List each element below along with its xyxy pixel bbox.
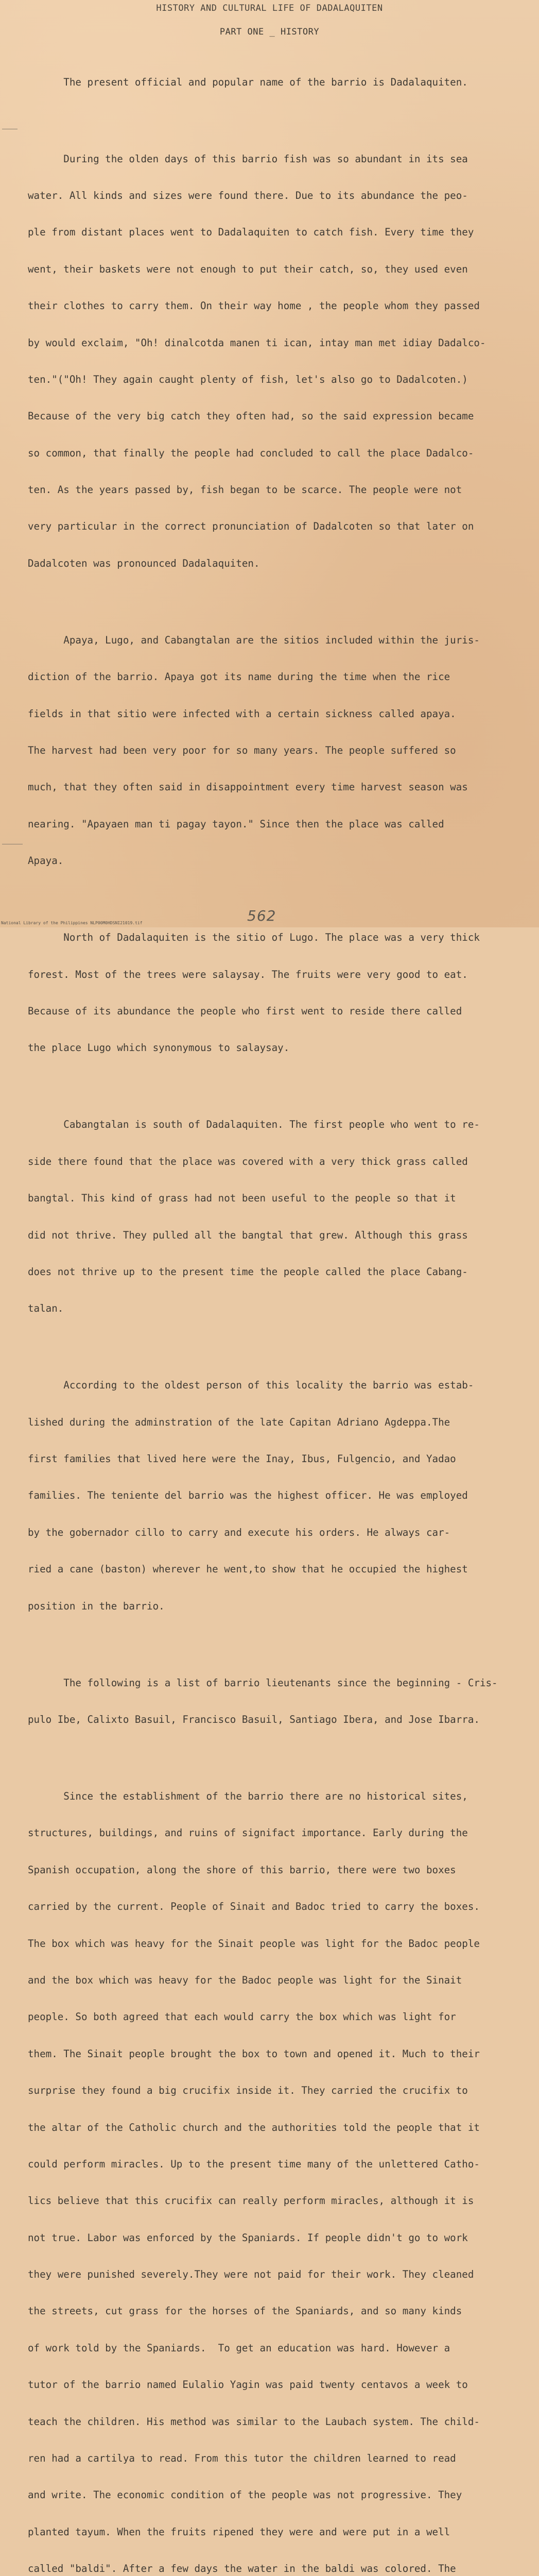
page-number: 562 bbox=[247, 907, 276, 924]
text-line: talan. bbox=[28, 1302, 64, 1315]
text-line: could perform miracles. Up to the present time many of the unlettered Catho- bbox=[28, 2158, 480, 2170]
document-body bbox=[28, 52, 512, 2576]
text-line: diction of the barrio. Apaya got its name during the time when the rice bbox=[28, 671, 450, 683]
text-line: ten. As the years passed by, fish began to be scarce. The people were not bbox=[28, 484, 462, 496]
text-line: The following is a list of barrio lieutenants since the beginning - Cris- bbox=[28, 1676, 498, 1689]
text-line: The present official and popular name of the barrio is Dadalaquiten. bbox=[28, 76, 468, 88]
text-line: side there found that the place was covered with a very thick grass called bbox=[28, 1155, 468, 1167]
text-line: went, their baskets were not enough to put their catch, so, they used even bbox=[28, 263, 468, 275]
text-line: and write. The economic condition of the people was not progressive. They bbox=[28, 2489, 462, 2501]
text-line: pulo Ibe, Calixto Basuil, Francisco Basuil, Santiago Ibera, and Jose Ibarra. bbox=[28, 1714, 480, 1725]
paragraph-official-name bbox=[28, 52, 512, 113]
text-line: the place Lugo which synonymous to salaysay. bbox=[28, 1042, 290, 1054]
text-line: called "baldi". After a few days the water in the baldi was colored. The bbox=[28, 2563, 456, 2575]
text-line: and the box which was heavy for the Badoc people was light for the Sinait bbox=[28, 1974, 462, 1986]
text-line: ple from distant places went to Dadalaquiten to catch fish. Every time they bbox=[28, 226, 474, 239]
text-line: ried a cane (baston) wherever he went,to show that he occupied the highest bbox=[28, 1563, 468, 1575]
text-line: teach the children. His method was similar to the Laubach system. The child- bbox=[28, 2415, 480, 2428]
text-line: nearing. "Apayaen man ti pagay tayon." Since then the place was called bbox=[28, 818, 444, 830]
text-line: position in the barrio. bbox=[28, 1600, 165, 1612]
text-line: so common, that finally the people had concluded to call the place Dadalco- bbox=[28, 447, 474, 459]
text-line: very particular in the correct pronunciation of Dadalcoten so that later on bbox=[28, 520, 474, 533]
text-line: forest. Most of the trees were salaysay. The fruits were very good to eat. bbox=[28, 968, 468, 980]
paragraph-historical-events bbox=[28, 1766, 512, 2576]
text-line: families. The teniente del barrio was the highest officer. He was employed bbox=[28, 1489, 468, 1502]
text-line: structures, buildings, and ruins of signifact importance. Early during the bbox=[28, 1827, 468, 1839]
text-line: ten."("Oh! They again caught plenty of fish, let's also go to Dadalcoten.) bbox=[28, 373, 468, 385]
text-line: of work told by the Spaniards. To get an education was hard. However a bbox=[28, 2342, 450, 2354]
paragraph-lieutenants bbox=[28, 1652, 512, 1750]
text-line: by the gobernador cillo to carry and execute his orders. He always car- bbox=[28, 1526, 450, 1538]
text-line: they were punished severely.They were not paid for their work. They cleaned bbox=[28, 2268, 474, 2281]
text-line: much, that they often said in disappointment every time harvest season was bbox=[28, 781, 468, 793]
text-line: first families that lived here were the Inay, Ibus, Fulgencio, and Yadao bbox=[28, 1453, 456, 1465]
part-heading: PART ONE _ HISTORY bbox=[219, 27, 320, 37]
text-line: does not thrive up to the present time the people called the place Cabang- bbox=[28, 1265, 468, 1278]
text-line: Spanish occupation, along the shore of this barrio, there were two boxes bbox=[28, 1863, 456, 1876]
text-line: surprise they found a big crucifix inside it. They carried the crucifix to bbox=[28, 2084, 468, 2097]
text-line: by would exclaim, "Oh! dinalcotda manen ti ican, intay man met idiay Dadalco- bbox=[28, 336, 486, 349]
paragraph-establishment bbox=[28, 1355, 512, 1637]
text-line: not true. Labor was enforced by the Spaniards. If people didn't go to work bbox=[28, 2231, 468, 2244]
paragraph-lugo bbox=[28, 907, 512, 1079]
text-line: Because of the very big catch they often had, so the said expression became bbox=[28, 410, 474, 422]
document-title: HISTORY AND CULTURAL LIFE OF DADALAQUITEN bbox=[156, 3, 383, 13]
paragraph-sitios-apaya bbox=[28, 609, 512, 891]
text-line: lics believe that this crucifix can really perform miracles, although it is bbox=[28, 2195, 474, 2207]
text-line: did not thrive. They pulled all the bangtal that grew. Although this grass bbox=[28, 1229, 468, 1241]
text-line: ren had a cartilya to read. From this tutor the children learned to read bbox=[28, 2452, 456, 2465]
paragraph-name-origin bbox=[28, 128, 512, 594]
archive-footer-stamp: National Library of the Philippines NLP00M0HDSNI21019.tif bbox=[1, 921, 143, 925]
text-line: their clothes to carry them. On their way home , the people whom they passed bbox=[28, 300, 480, 312]
text-line: Because of its abundance the people who first went to reside there called bbox=[28, 1005, 462, 1017]
text-line: According to the oldest person of this locality the barrio was estab- bbox=[28, 1379, 474, 1392]
text-line: The harvest had been very poor for so many years. The people suffered so bbox=[28, 744, 456, 757]
text-line: people. So both agreed that each would carry the box which was light for bbox=[28, 2011, 456, 2023]
text-line: the altar of the Catholic church and the authorities told the people that it bbox=[28, 2121, 480, 2133]
text-line: planted tayum. When the fruits ripened they were and were put in a well bbox=[28, 2526, 450, 2538]
text-line: water. All kinds and sizes were found there. Due to its abundance the peo- bbox=[28, 189, 468, 201]
paragraph-cabangtalan bbox=[28, 1094, 512, 1340]
text-line: Dadalcoten was pronounced Dadalaquiten. bbox=[28, 557, 260, 569]
text-line: the streets, cut grass for the horses of the Spaniards, and so many kinds bbox=[28, 2305, 462, 2317]
text-line: Apaya, Lugo, and Cabangtalan are the sitios included within the juris- bbox=[28, 634, 480, 646]
text-line: carried by the current. People of Sinait and Badoc tried to carry the boxes. bbox=[28, 1901, 480, 1913]
text-line: Cabangtalan is south of Dadalaquiten. The first people who went to re- bbox=[28, 1118, 480, 1131]
text-line: fields in that sitio were infected with a certain sickness called apaya. bbox=[28, 707, 456, 720]
text-line: tutor of the barrio named Eulalio Yagin was paid twenty centavos a week to bbox=[28, 2379, 468, 2391]
text-line: lished during the adminstration of the late Capitan Adriano Agdeppa.The bbox=[28, 1416, 450, 1428]
text-line: Apaya. bbox=[28, 855, 64, 867]
text-line: The box which was heavy for the Sinait people was light for the Badoc people bbox=[28, 1937, 480, 1950]
text-line: them. The Sinait people brought the box to town and opened it. Much to their bbox=[28, 2047, 480, 2060]
text-line: Since the establishment of the barrio there are no historical sites, bbox=[28, 1790, 468, 1802]
text-line: North of Dadalaquiten is the sitio of Lugo. The place was a very thick bbox=[28, 931, 480, 944]
text-line: bangtal. This kind of grass had not been useful to the people so that it bbox=[28, 1192, 456, 1205]
text-line: During the olden days of this barrio fish was so abundant in its sea bbox=[28, 152, 468, 165]
